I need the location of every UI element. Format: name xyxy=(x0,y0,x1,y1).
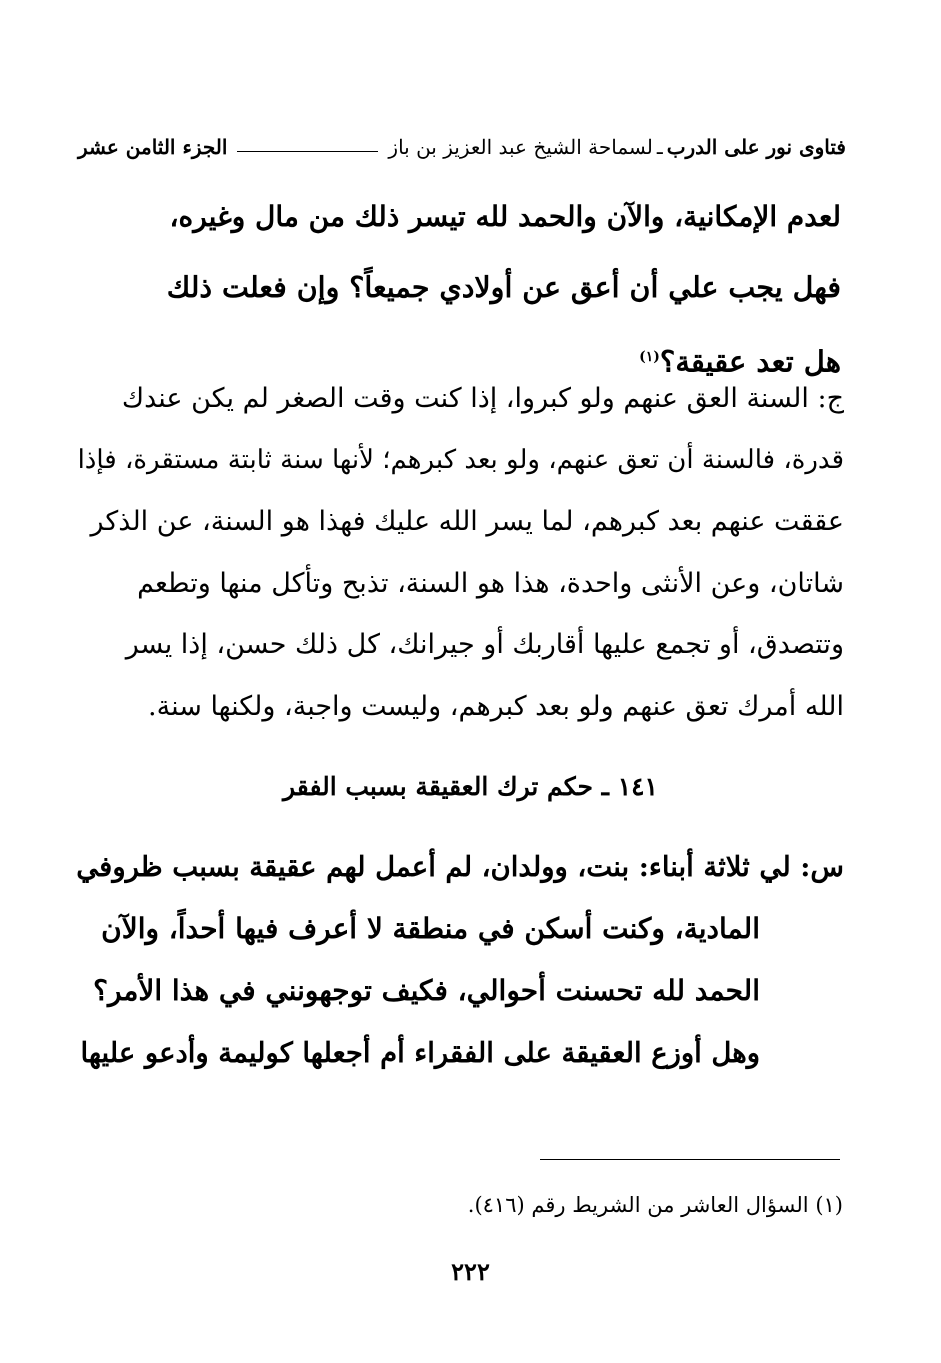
book-title: فتاوى نور على الدرب xyxy=(666,135,846,159)
footnote-marker: (١) xyxy=(639,349,660,365)
author-name: لسماحة الشيخ عبد العزيز بن باز xyxy=(388,135,653,159)
running-header xyxy=(78,130,846,164)
footnote: (١) السؤال العاشر من الشريط رقم (٤١٦). xyxy=(467,1193,843,1217)
question-2-line: وهل أوزع العقيقة على الفقراء أم أجعلها كوليمة وأدعو عليها xyxy=(80,1037,760,1069)
question-1-last-text: هل تعد عقيقة؟ xyxy=(659,344,841,379)
question-2-line: المادية، وكنت أسكن في منطقة لا أعرف فيها أحداً، والآن xyxy=(101,912,760,945)
question-1-line: فهل يجب علي أن أعق عن أولادي جميعاً؟ وإن فعلت ذلك xyxy=(166,270,841,304)
answer-line: وتتصدق، أو تجمع عليها أقاربك أو جيرانك، كل ذلك حسن، إذا يسر xyxy=(125,629,844,660)
page-number: ٢٢٢ xyxy=(451,1257,490,1286)
answer xyxy=(76,368,844,737)
answer-line: الله أمرك تعق عنهم ولو بعد كبرهم، وليست واجبة، ولكنها سنة. xyxy=(148,690,844,722)
answer-line: قدرة، فالسنة أن تعق عنهم، ولو بعد كبرهم؛ لأنها سنة ثابتة مستقرة، فإذا xyxy=(77,444,844,475)
answer-line: شاتان، وعن الأنثى واحدة، هذا هو السنة، تذبح وتأكل منها وتطعم xyxy=(137,567,844,599)
section-title: ١٤١ ـ حكم ترك العقيقة بسبب الفقر xyxy=(283,772,658,801)
question-1-line: لعدم الإمكانية، والآن والحمد لله تيسر ذلك من مال وغيره، xyxy=(169,200,841,233)
question-2 xyxy=(76,836,844,1084)
volume-label: الجزء الثامن عشر xyxy=(78,135,228,159)
header-separator: ـ xyxy=(656,135,663,159)
question-1 xyxy=(161,182,841,392)
answer-line: عققت عنهم بعد كبرهم، لما يسر الله عليك فهذا هو السنة، عن الذكر xyxy=(90,506,844,537)
header-rule xyxy=(237,151,378,152)
answer-line: ج: السنة العق عنهم ولو كبروا، إذا كنت وقت الصغر لم يكن عندك xyxy=(121,383,844,414)
question-2-line: س: لي ثلاثة أبناء: بنت، وولدان، لم أعمل لهم عقيقة بسبب ظروفي xyxy=(76,851,844,883)
question-2-line: الحمد لله تحسنت أحوالي، فكيف توجهونني في هذا الأمر؟ xyxy=(93,974,760,1007)
footnote-rule xyxy=(540,1159,840,1160)
